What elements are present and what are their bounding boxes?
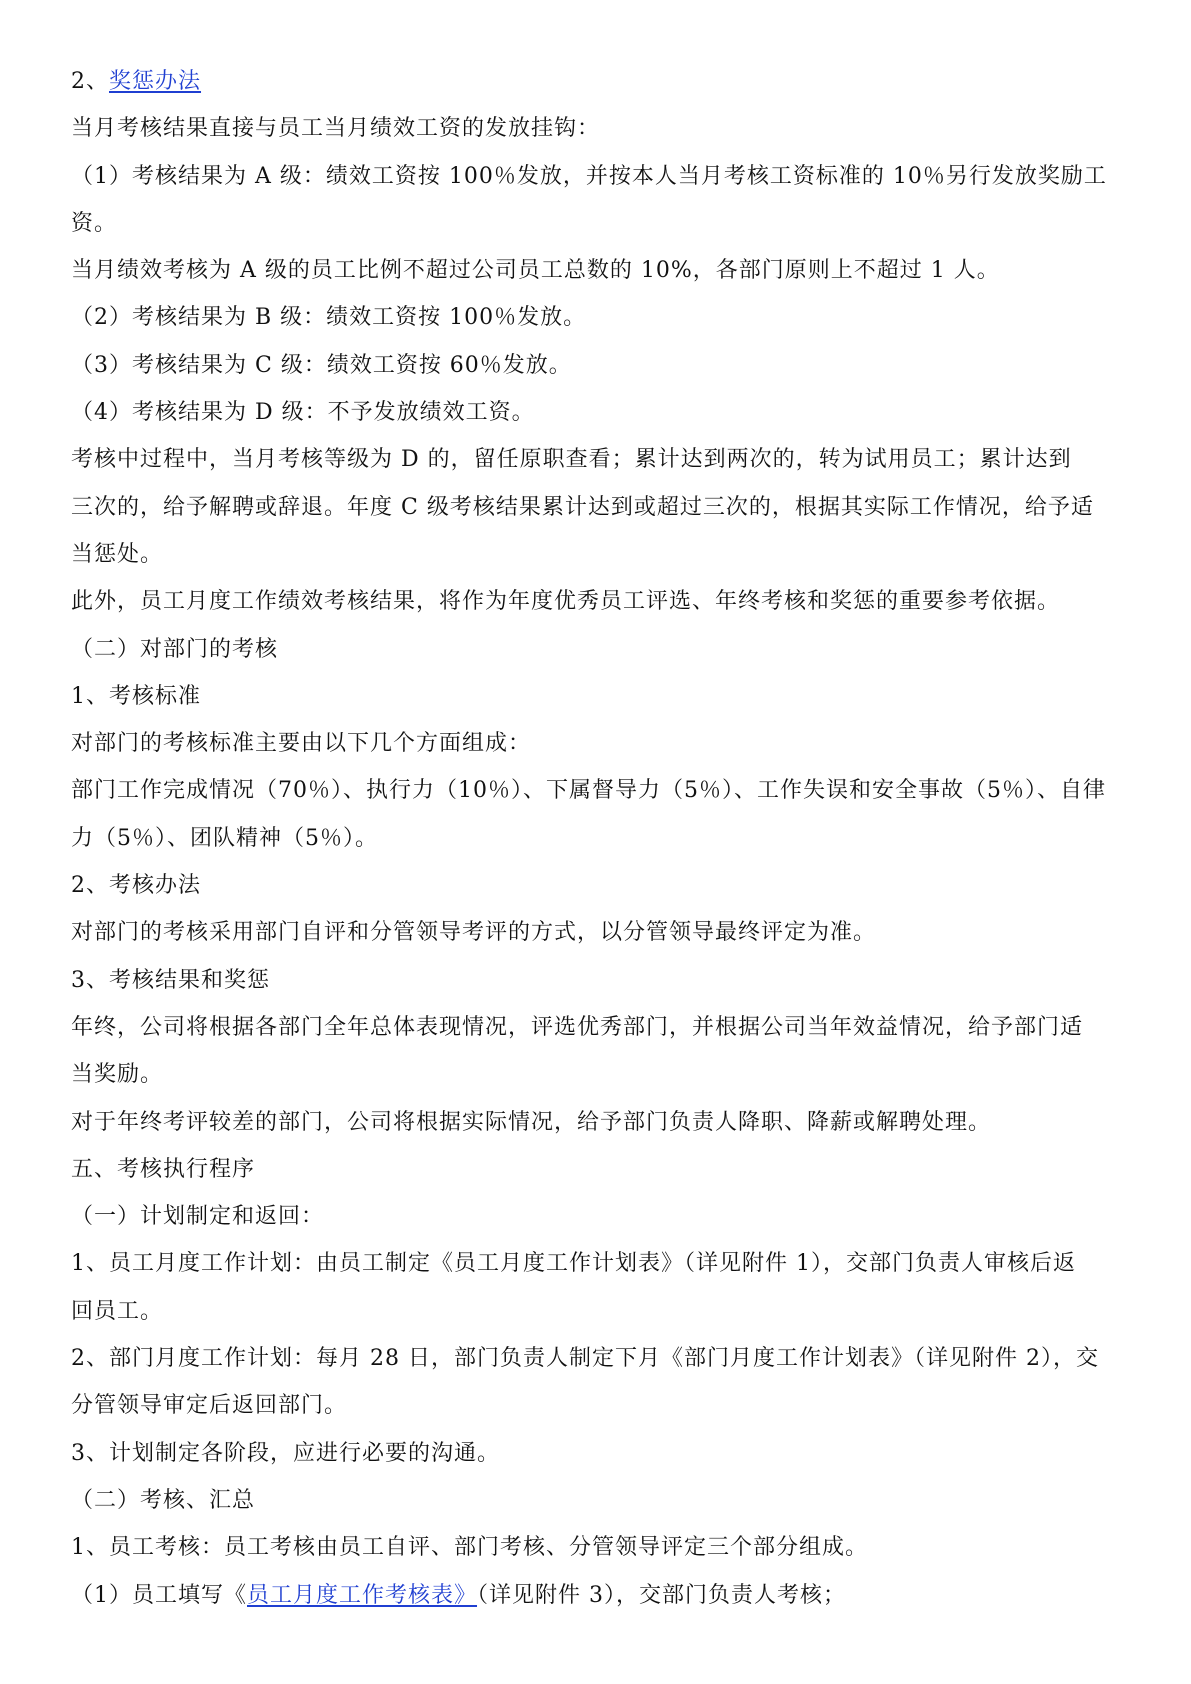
text-run: 2、 [71, 69, 109, 94]
text-line [71, 1477, 1127, 1524]
text-line [71, 626, 1127, 673]
text-run: 2、考核办法 [71, 873, 201, 899]
text-run: 当月考核结果直接与员工当月绩效工资的发放挂钩： [71, 116, 601, 142]
text-run: 当月绩效考核为 A 级的员工比例不超过公司员工总数的 10%，各部门原则上不超过 1 人。 [71, 258, 1000, 284]
text-line [71, 767, 1127, 814]
text-run: 力（5％）、团队精神（5％）。 [71, 825, 378, 851]
text-line [71, 1430, 1127, 1477]
text-line [71, 105, 1127, 152]
text-line [71, 862, 1127, 909]
text-line [71, 1146, 1127, 1193]
text-run: 3、计划制定各阶段，应进行必要的沟通。 [71, 1440, 500, 1466]
text-run: （一）计划制定和返回： [71, 1204, 325, 1230]
text-run: （1）员工填写《 [71, 1582, 247, 1608]
text-line [71, 815, 1127, 862]
text-line [71, 957, 1127, 1004]
text-line [71, 1051, 1127, 1098]
text-run: 回员工。 [71, 1298, 164, 1324]
text-line [71, 1382, 1127, 1429]
text-line [71, 1004, 1127, 1051]
text-line [71, 531, 1127, 578]
text-run: （详见附件 3），交部门负责人考核； [477, 1582, 847, 1608]
text-line [71, 342, 1127, 389]
text-run: 五、考核执行程序 [71, 1156, 256, 1182]
text-line [71, 578, 1127, 625]
text-line [71, 720, 1127, 767]
text-line [71, 673, 1127, 720]
text-run: （2）考核结果为 B 级：绩效工资按 100％发放。 [71, 305, 587, 331]
text-run: （二）对部门的考核 [71, 636, 279, 662]
text-run: 1、员工考核：员工考核由员工自评、部门考核、分管领导评定三个部分组成。 [71, 1535, 868, 1561]
text-line [71, 1099, 1127, 1146]
text-line [71, 1335, 1127, 1382]
text-run: 当奖励。 [71, 1062, 164, 1088]
text-line [71, 484, 1127, 531]
text-run: 2、部门月度工作计划：每月 28 日，部门负责人制定下月《部门月度工作计划表》（详见附件 2），交 [71, 1346, 1099, 1372]
text-run: 当惩处。 [71, 541, 164, 567]
text-run: 3、考核结果和奖惩 [71, 967, 270, 993]
text-run: 此外，员工月度工作绩效考核结果，将作为年度优秀员工评选、年终考核和奖惩的重要参考依据。 [71, 589, 1061, 615]
hyperlink[interactable]: 员工月度工作考核表》 [247, 1582, 478, 1608]
text-run: 三次的，给予解聘或辞退。年度 C 级考核结果累计达到或超过三次的，根据其实际工作情况，给予适 [71, 494, 1094, 520]
text-line [71, 1288, 1127, 1335]
text-run: 年终，公司将根据各部门全年总体表现情况，评选优秀部门，并根据公司当年效益情况，给予部门适 [71, 1014, 1084, 1040]
text-run: 1、员工月度工作计划：由员工制定《员工月度工作计划表》（详见附件 1），交部门负责人审核后返 [71, 1251, 1076, 1277]
text-line [71, 153, 1127, 200]
text-run: 部门工作完成情况（70％）、执行力（10％）、下属督导力（5％）、工作失误和安全事故（5％）、自律 [71, 778, 1106, 804]
text-line [71, 1524, 1127, 1571]
text-run: 对部门的考核采用部门自评和分管领导考评的方式，以分管领导最终评定为准。 [71, 920, 877, 946]
text-run: （1）考核结果为 A 级：绩效工资按 100％发放，并按本人当月考核工资标准的 10％另行发放奖励工 [71, 163, 1107, 189]
text-line [71, 909, 1127, 956]
text-run: 对部门的考核标准主要由以下几个方面组成： [71, 731, 532, 757]
text-line [71, 294, 1127, 341]
text-line [71, 389, 1127, 436]
text-run: （3）考核结果为 C 级：绩效工资按 60％发放。 [71, 352, 572, 378]
text-run: 对于年终考评较差的部门，公司将根据实际情况，给予部门负责人降职、降薪或解聘处理。 [71, 1109, 992, 1135]
text-run: 1、考核标准 [71, 683, 201, 709]
text-run: 资。 [71, 210, 118, 236]
text-run: （二）考核、汇总 [71, 1487, 256, 1513]
text-line [71, 1572, 1127, 1619]
text-line [71, 200, 1127, 247]
text-run: 分管领导审定后返回部门。 [71, 1393, 348, 1419]
text-line [71, 436, 1127, 483]
text-line [71, 58, 1127, 105]
text-run: （4）考核结果为 D 级：不予发放绩效工资。 [71, 400, 535, 426]
text-line [71, 1193, 1127, 1240]
text-run: 考核中过程中，当月考核等级为 D 的，留任原职查看；累计达到两次的，转为试用员工；累计达到 [71, 447, 1072, 473]
hyperlink[interactable]: 奖惩办法 [109, 69, 202, 94]
text-line [71, 247, 1127, 294]
text-line [71, 1240, 1127, 1287]
